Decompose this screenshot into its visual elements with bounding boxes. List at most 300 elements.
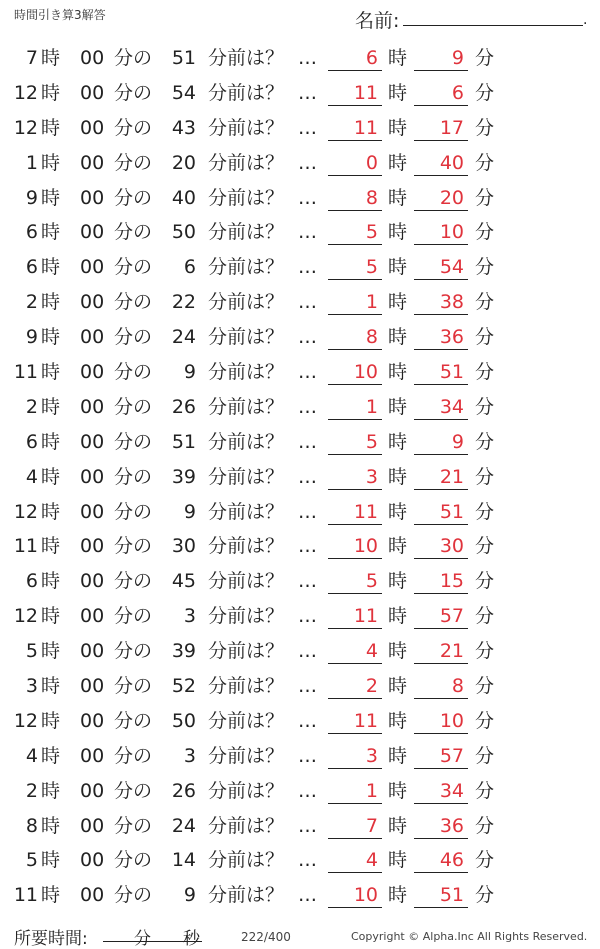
answer-minute-line [414,558,468,559]
hour-value: 1 [25,151,38,174]
minute-of-label: 分の [114,884,153,907]
answer-minute-value: 20 [439,186,464,209]
subtract-minutes-value: 20 [171,151,196,174]
zero-minute-value: 00 [80,116,105,139]
ellipsis: … [298,47,316,69]
answer-minute-value: 36 [439,326,464,349]
answer-minute-line [414,384,468,385]
hour-value: 3 [25,675,38,698]
problem-row [0,318,600,353]
answer-minute-line [414,70,468,71]
answer-minute-label: 分 [475,361,495,384]
answer-minute-label: 分 [475,535,495,558]
answer-minute-label: 分 [475,326,495,349]
minute-of-label: 分の [114,81,153,104]
minute-of-label: 分の [114,500,153,523]
problem-row [0,213,600,248]
answer-hour-line [328,803,382,804]
hour-label: 時 [41,849,61,872]
zero-minute-value: 00 [80,430,105,453]
answer-hour-label: 時 [388,500,408,523]
answer-minute-label: 分 [475,465,495,488]
answer-minute-line [414,838,468,839]
ellipsis: … [298,814,316,837]
subtract-minutes-value: 39 [171,640,196,663]
ellipsis: … [298,186,316,209]
time-minute-label: 分 [134,929,151,949]
question-label: 分前は？ [208,605,285,628]
answer-minute-line [414,524,468,525]
problem-row [0,423,600,458]
subtract-minutes-value: 51 [171,47,196,69]
answer-minute-value: 9 [451,430,464,453]
minute-of-label: 分の [114,47,153,69]
zero-minute-value: 00 [80,535,105,558]
subtract-minutes-value: 50 [171,221,196,244]
answer-minute-label: 分 [475,116,495,139]
minute-of-label: 分の [114,151,153,174]
hour-value: 5 [25,640,38,663]
ellipsis: … [298,430,316,453]
hour-label: 時 [41,326,61,349]
answer-minute-value: 30 [439,535,464,558]
ellipsis: … [298,326,316,349]
problem-row [0,597,600,632]
hour-value: 11 [13,884,38,907]
answer-minute-line [414,175,468,176]
page-number: 222/400 [241,930,291,944]
minute-of-label: 分の [114,361,153,384]
answer-hour-line [328,384,382,385]
question-label: 分前は？ [208,849,285,872]
zero-minute-value: 00 [80,605,105,628]
problem-row [0,527,600,562]
hour-value: 11 [13,361,38,384]
answer-hour-line [328,524,382,525]
answer-hour-value: 6 [365,47,378,69]
subtract-minutes-value: 9 [183,500,196,523]
answer-minute-value: 21 [439,465,464,488]
answer-hour-value: 0 [365,151,378,174]
minute-of-label: 分の [114,535,153,558]
answer-minute-label: 分 [475,605,495,628]
problem-row [0,458,600,493]
zero-minute-value: 00 [80,640,105,663]
answer-minute-line [414,593,468,594]
answer-hour-line [328,489,382,490]
subtract-minutes-value: 43 [171,116,196,139]
answer-minute-line [414,663,468,664]
answer-minute-label: 分 [475,221,495,244]
subtract-minutes-value: 45 [171,570,196,593]
subtract-minutes-value: 9 [183,361,196,384]
question-label: 分前は？ [208,744,285,767]
hour-label: 時 [41,81,61,104]
answer-hour-label: 時 [388,221,408,244]
subtract-minutes-value: 24 [171,814,196,837]
answer-hour-value: 1 [365,395,378,418]
subtract-minutes-value: 14 [171,849,196,872]
minute-of-label: 分の [114,570,153,593]
hour-value: 12 [13,605,38,628]
answer-minute-line [414,803,468,804]
minute-of-label: 分の [114,605,153,628]
answer-hour-value: 10 [353,535,378,558]
minute-of-label: 分の [114,675,153,698]
name-line-end: . [583,12,588,28]
ellipsis: … [298,605,316,628]
zero-minute-value: 00 [80,500,105,523]
ellipsis: … [298,291,316,314]
subtract-minutes-value: 22 [171,291,196,314]
answer-hour-label: 時 [388,779,408,802]
answer-minute-label: 分 [475,47,495,69]
problem-row [0,493,600,528]
answer-minute-value: 10 [439,709,464,732]
zero-minute-value: 00 [80,291,105,314]
answer-hour-line [328,454,382,455]
minute-of-label: 分の [114,186,153,209]
answer-minute-line [414,768,468,769]
answer-minute-label: 分 [475,814,495,837]
answer-hour-line [328,105,382,106]
answer-minute-label: 分 [475,256,495,279]
answer-hour-line [328,419,382,420]
answer-hour-line [328,175,382,176]
hour-value: 8 [25,814,38,837]
problem-row [0,353,600,388]
answer-minute-value: 8 [451,675,464,698]
question-label: 分前は？ [208,221,285,244]
hour-value: 9 [25,326,38,349]
hour-label: 時 [41,291,61,314]
ellipsis: … [298,81,316,104]
question-label: 分前は？ [208,291,285,314]
hour-value: 4 [25,465,38,488]
hour-label: 時 [41,640,61,663]
answer-minute-line [414,419,468,420]
time-required-label: 所要時間: [14,929,88,949]
hour-label: 時 [41,186,61,209]
ellipsis: … [298,709,316,732]
name-label: 名前: [355,10,400,32]
question-label: 分前は？ [208,465,285,488]
minute-of-label: 分の [114,640,153,663]
minute-of-label: 分の [114,465,153,488]
problem-row [0,179,600,214]
zero-minute-value: 00 [80,221,105,244]
minute-of-label: 分の [114,744,153,767]
answer-hour-line [328,872,382,873]
hour-value: 7 [25,47,38,69]
answer-hour-label: 時 [388,570,408,593]
answer-hour-line [328,140,382,141]
ellipsis: … [298,884,316,907]
answer-hour-label: 時 [388,81,408,104]
answer-hour-label: 時 [388,116,408,139]
answer-minute-label: 分 [475,570,495,593]
hour-label: 時 [41,500,61,523]
answer-hour-line [328,768,382,769]
zero-minute-value: 00 [80,326,105,349]
answer-hour-label: 時 [388,744,408,767]
hour-label: 時 [41,675,61,698]
answer-minute-line [414,244,468,245]
question-label: 分前は？ [208,640,285,663]
answer-hour-label: 時 [388,395,408,418]
hour-label: 時 [41,570,61,593]
answer-hour-label: 時 [388,814,408,837]
hour-value: 9 [25,186,38,209]
time-second-label: 秒 [183,929,200,949]
answer-minute-line [414,454,468,455]
answer-minute-line [414,279,468,280]
hour-value: 12 [13,500,38,523]
minute-of-label: 分の [114,256,153,279]
answer-hour-line [328,210,382,211]
answer-hour-label: 時 [388,361,408,384]
answer-minute-value: 57 [439,605,464,628]
worksheet-title: 時間引き算3解答 [14,8,106,22]
question-label: 分前は？ [208,709,285,732]
answer-minute-label: 分 [475,151,495,174]
answer-hour-value: 3 [365,744,378,767]
question-label: 分前は？ [208,884,285,907]
answer-hour-label: 時 [388,675,408,698]
hour-value: 12 [13,709,38,732]
subtract-minutes-value: 26 [171,779,196,802]
answer-hour-value: 7 [365,814,378,837]
zero-minute-value: 00 [80,186,105,209]
answer-hour-value: 11 [353,81,378,104]
answer-hour-value: 2 [365,675,378,698]
ellipsis: … [298,675,316,698]
hour-value: 4 [25,744,38,767]
minute-of-label: 分の [114,779,153,802]
answer-hour-label: 時 [388,535,408,558]
question-label: 分前は？ [208,395,285,418]
answer-minute-value: 51 [439,500,464,523]
answer-minute-label: 分 [475,500,495,523]
problem-row [0,388,600,423]
answer-hour-value: 1 [365,291,378,314]
zero-minute-value: 00 [80,47,105,69]
answer-hour-value: 11 [353,500,378,523]
zero-minute-value: 00 [80,361,105,384]
minute-of-label: 分の [114,395,153,418]
answer-hour-line [328,838,382,839]
subtract-minutes-value: 6 [183,256,196,279]
question-label: 分前は？ [208,256,285,279]
answer-minute-line [414,907,468,908]
answer-hour-value: 1 [365,779,378,802]
subtract-minutes-value: 9 [183,884,196,907]
hour-value: 5 [25,849,38,872]
answer-minute-value: 34 [439,779,464,802]
answer-minute-line [414,698,468,699]
answer-minute-label: 分 [475,849,495,872]
answer-hour-value: 11 [353,709,378,732]
answer-hour-line [328,279,382,280]
subtract-minutes-value: 24 [171,326,196,349]
answer-hour-label: 時 [388,47,408,69]
zero-minute-value: 00 [80,395,105,418]
minute-of-label: 分の [114,430,153,453]
answer-hour-label: 時 [388,884,408,907]
minute-of-label: 分の [114,814,153,837]
answer-minute-line [414,314,468,315]
answer-minute-label: 分 [475,81,495,104]
zero-minute-value: 00 [80,151,105,174]
hour-value: 2 [25,395,38,418]
hour-value: 12 [13,116,38,139]
answer-minute-label: 分 [475,430,495,453]
hour-label: 時 [41,744,61,767]
hour-label: 時 [41,430,61,453]
problem-row [0,737,600,772]
answer-hour-value: 8 [365,186,378,209]
hour-value: 6 [25,256,38,279]
hour-value: 2 [25,779,38,802]
answer-hour-line [328,314,382,315]
hour-label: 時 [41,361,61,384]
answer-minute-label: 分 [475,744,495,767]
hour-label: 時 [41,395,61,418]
subtract-minutes-value: 3 [183,605,196,628]
answer-hour-label: 時 [388,186,408,209]
minute-of-label: 分の [114,221,153,244]
zero-minute-value: 00 [80,814,105,837]
zero-minute-value: 00 [80,81,105,104]
answer-minute-value: 15 [439,570,464,593]
answer-hour-line [328,349,382,350]
copyright-notice: Copyright © Alpha.Inc All Rights Reserved. [351,930,588,943]
answer-hour-value: 5 [365,221,378,244]
zero-minute-value: 00 [80,884,105,907]
answer-hour-value: 5 [365,256,378,279]
hour-label: 時 [41,256,61,279]
question-label: 分前は？ [208,151,285,174]
ellipsis: … [298,116,316,139]
ellipsis: … [298,256,316,279]
ellipsis: … [298,744,316,767]
answer-minute-value: 34 [439,395,464,418]
problem-row [0,562,600,597]
answer-minute-line [414,140,468,141]
problem-row [0,632,600,667]
hour-label: 時 [41,535,61,558]
ellipsis: … [298,361,316,384]
answer-hour-line [328,663,382,664]
answer-hour-line [328,593,382,594]
answer-hour-value: 5 [365,570,378,593]
answer-minute-label: 分 [475,186,495,209]
answer-hour-value: 11 [353,605,378,628]
answer-minute-value: 38 [439,291,464,314]
answer-minute-label: 分 [475,884,495,907]
problem-row [0,74,600,109]
zero-minute-value: 00 [80,465,105,488]
problem-row [0,39,600,74]
answer-minute-value: 46 [439,849,464,872]
question-label: 分前は？ [208,814,285,837]
minute-of-label: 分の [114,116,153,139]
zero-minute-value: 00 [80,744,105,767]
answer-hour-line [328,733,382,734]
answer-hour-label: 時 [388,326,408,349]
answer-minute-label: 分 [475,779,495,802]
answer-hour-label: 時 [388,256,408,279]
hour-label: 時 [41,47,61,69]
subtract-minutes-value: 26 [171,395,196,418]
answer-hour-label: 時 [388,849,408,872]
hour-value: 2 [25,291,38,314]
subtract-minutes-value: 3 [183,744,196,767]
question-label: 分前は？ [208,81,285,104]
answer-minute-line [414,349,468,350]
answer-hour-value: 11 [353,116,378,139]
subtract-minutes-value: 54 [171,81,196,104]
answer-hour-line [328,244,382,245]
answer-minute-label: 分 [475,709,495,732]
zero-minute-value: 00 [80,849,105,872]
zero-minute-value: 00 [80,709,105,732]
zero-minute-value: 00 [80,779,105,802]
question-label: 分前は？ [208,361,285,384]
ellipsis: … [298,570,316,593]
hour-label: 時 [41,779,61,802]
question-label: 分前は？ [208,116,285,139]
answer-minute-value: 17 [439,116,464,139]
answer-minute-line [414,489,468,490]
answer-hour-value: 4 [365,849,378,872]
ellipsis: … [298,535,316,558]
subtract-minutes-value: 39 [171,465,196,488]
answer-hour-value: 10 [353,884,378,907]
answer-hour-label: 時 [388,465,408,488]
ellipsis: … [298,395,316,418]
subtract-minutes-value: 50 [171,709,196,732]
problem-row [0,807,600,842]
ellipsis: … [298,500,316,523]
question-label: 分前は？ [208,430,285,453]
problem-row [0,772,600,807]
hour-label: 時 [41,151,61,174]
ellipsis: … [298,779,316,802]
problem-row [0,144,600,179]
answer-hour-line [328,698,382,699]
hour-value: 6 [25,570,38,593]
answer-minute-line [414,210,468,211]
answer-minute-value: 51 [439,884,464,907]
subtract-minutes-value: 30 [171,535,196,558]
answer-hour-label: 時 [388,151,408,174]
answer-hour-value: 3 [365,465,378,488]
answer-minute-value: 51 [439,361,464,384]
subtract-minutes-value: 40 [171,186,196,209]
minute-of-label: 分の [114,326,153,349]
answer-minute-label: 分 [475,395,495,418]
answer-minute-value: 36 [439,814,464,837]
answer-hour-value: 5 [365,430,378,453]
ellipsis: … [298,465,316,488]
problem-row [0,248,600,283]
answer-minute-value: 21 [439,640,464,663]
hour-label: 時 [41,884,61,907]
answer-hour-label: 時 [388,640,408,663]
answer-minute-line [414,628,468,629]
hour-value: 6 [25,430,38,453]
